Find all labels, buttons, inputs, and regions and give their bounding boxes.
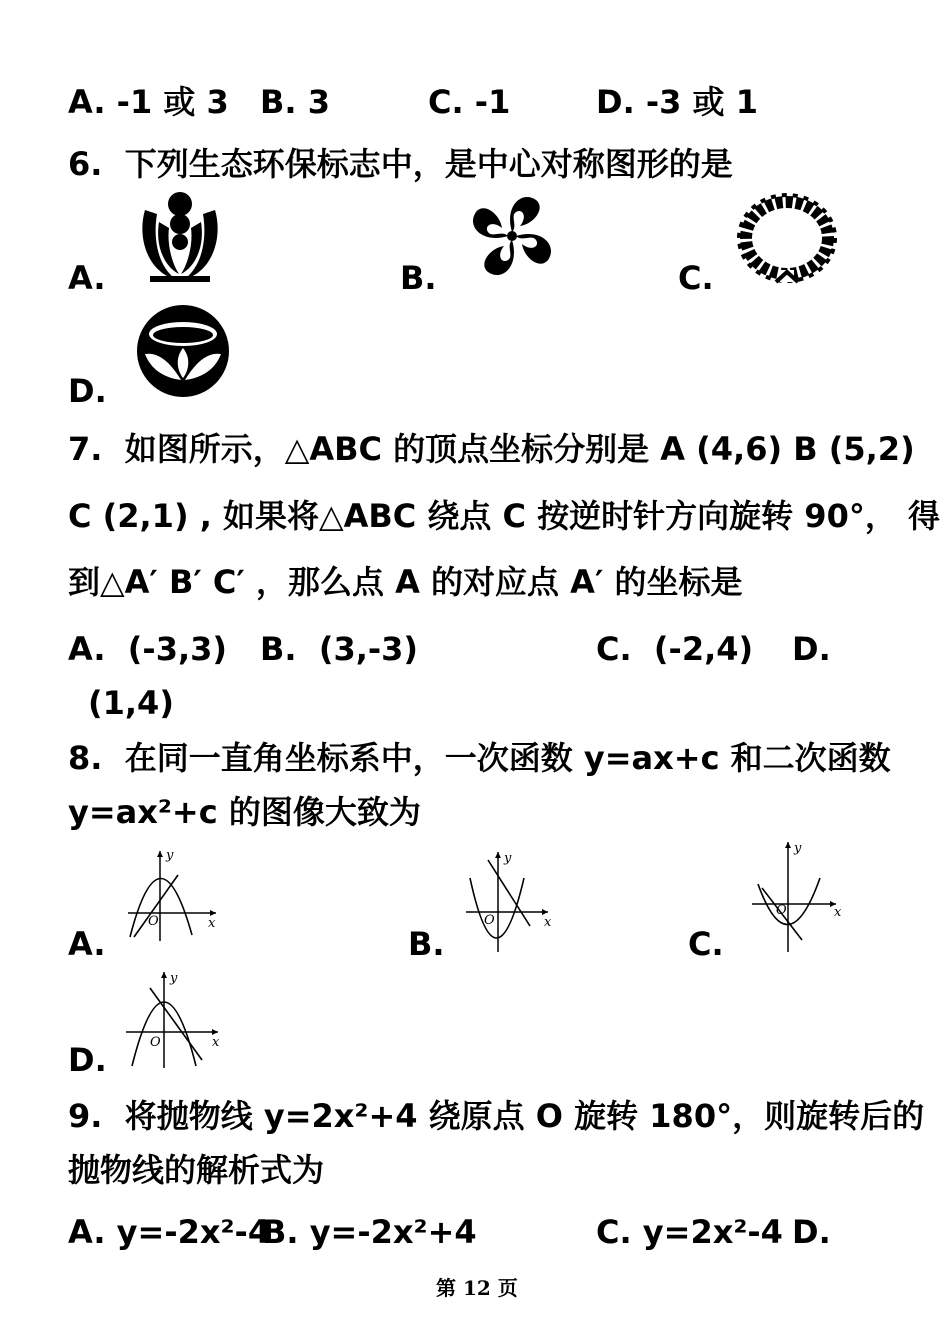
q8-graph-d-y-axis-label: y xyxy=(170,971,178,986)
q8-stem-line1: 8. 在同一直角坐标系中，一次函数 y=ax+c 和二次函数 xyxy=(68,739,891,777)
q8-label-b: B. xyxy=(408,925,445,963)
q8-graph-c-origin-label: O xyxy=(776,903,787,918)
q9-option-b: B. y=-2x²+4 xyxy=(262,1213,477,1251)
q7-option-d-value: (1,4) xyxy=(88,684,174,722)
q6-label-b: B. xyxy=(400,259,437,297)
q5-option-c: C. -1 xyxy=(428,83,511,121)
q9-option-c: C. y=2x²-4 xyxy=(596,1213,783,1251)
q7-option-b: B. (3,-3) xyxy=(260,630,419,668)
q8-graph-a-x-axis-label: x xyxy=(208,916,216,931)
q8-graph-c-y-axis-label: y xyxy=(794,841,802,856)
q8-graph-a-origin-label: O xyxy=(148,914,159,929)
q7-stem-line1: 7. 如图所示，△ABC 的顶点坐标分别是 A (4,6) B (5,2) xyxy=(68,430,915,468)
q9-option-a: A. y=-2x²-4 xyxy=(68,1213,271,1251)
q7-option-a: A. (-3,3) xyxy=(68,630,228,668)
q7-option-d-label: D. xyxy=(792,630,831,668)
q8-graph-b-y-axis-label: y xyxy=(504,851,512,866)
q9-option-d: D. xyxy=(792,1213,831,1251)
q8-label-a: A. xyxy=(68,925,106,963)
q5-option-a: A. -1 或 3 xyxy=(68,83,229,121)
q8-graph-d-x-axis-label: x xyxy=(212,1035,220,1050)
eco-symbol-b-icon xyxy=(463,187,561,285)
q8-graph-b-x-axis-label: x xyxy=(544,915,552,930)
eco-symbol-c-icon xyxy=(736,192,838,286)
q8-graph-a-y-axis-label: y xyxy=(166,848,174,863)
eco-symbol-a-icon xyxy=(135,192,225,284)
q8-graph-c xyxy=(748,838,848,956)
q9-stem-line2: 抛物线的解析式为 xyxy=(68,1151,325,1189)
q6-label-a: A. xyxy=(68,259,106,297)
q8-graph-b-origin-label: O xyxy=(484,913,495,928)
page-number: 第 12 页 xyxy=(436,1276,518,1300)
q6-label-d: D. xyxy=(68,372,107,410)
q8-graph-b xyxy=(462,848,562,956)
q8-stem-line2: y=ax²+c 的图像大致为 xyxy=(68,793,421,831)
eco-symbol-d-icon xyxy=(135,304,231,398)
q8-graph-a xyxy=(120,845,230,945)
q6-label-c: C. xyxy=(678,259,714,297)
q7-stem-line3: 到△A′ B′ C′ ，那么点 A 的对应点 A′ 的坐标是 xyxy=(68,563,743,601)
q5-option-b: B. 3 xyxy=(260,83,330,121)
q6-stem: 6. 下列生态环保标志中，是中心对称图形的是 xyxy=(68,145,733,183)
q7-option-c: C. (-2,4) xyxy=(596,630,754,668)
q8-graph-d xyxy=(120,968,232,1072)
q8-label-d: D. xyxy=(68,1041,107,1079)
q8-label-c: C. xyxy=(688,925,724,963)
q8-graph-c-x-axis-label: x xyxy=(834,905,842,920)
q7-stem-line2: C (2,1) , 如果将△ABC 绕点 C 按逆时针方向旋转 90°， 得 xyxy=(68,497,940,535)
q5-option-d: D. -3 或 1 xyxy=(596,83,758,121)
q9-stem-line1: 9. 将抛物线 y=2x²+4 绕原点 O 旋转 180°，则旋转后的 xyxy=(68,1097,925,1135)
q8-graph-d-origin-label: O xyxy=(150,1035,161,1050)
